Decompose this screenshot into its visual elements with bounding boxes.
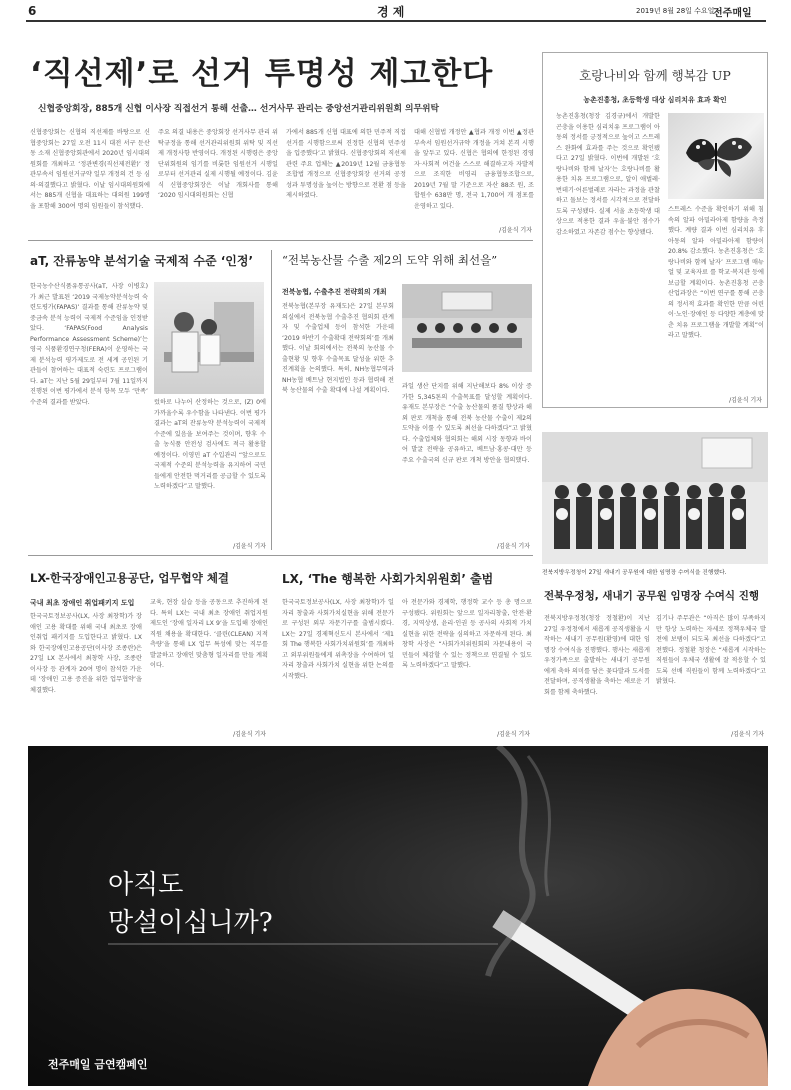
postal-body-right: 김기나 주무관은 “아직은 많이 부족하지만 항상 노력하는 자세로 정책우체국 발전에 보탬이 되도록 최선을 다하겠다”고 전했다. 정철환 청장은 “새롭게 시작하는 직원들이 우체국 생활에 잘 적응할 수 있도록 선배 직원들이 함께 노력하겠다”고 밝혔다. xyxy=(656,615,766,685)
postal-byline: /김윤식 기자 xyxy=(731,731,764,738)
ceremony-photo xyxy=(542,432,768,564)
at-headline: aT, 잔류농약 분석기술 국제적 수준 ‘인정’ xyxy=(30,254,254,268)
ceremony-caption: 전북지방우정청이 27일 새내기 공무원에 대한 임명장 수여식을 진행했다. xyxy=(542,570,727,576)
at-byline: /김윤식 기자 xyxy=(233,543,266,550)
lead-col-4: 대해 신협법 개정안 ▲협과 개정 이번 ▲정관부속서 임원선거규약 개정을 거쳐 본격 시행을 앞두고 있다. 신협은 협의에 한정된 경영자·사회적 여건을 스스로 해결하고자 자발적으로 조직한 비영리 금융협동조합으로, 2019년 7월 말 기준으로 자산 88조 원, 조합원수 638만 명, 전국 1,700여 개 점포를 운영하고 있다. xyxy=(414,129,534,210)
campaign-line2: 망설이십니까? xyxy=(108,908,273,938)
campaign-ad xyxy=(28,746,768,1086)
export-headline: “전북농산물 수출 제2의 도약 위해 최선을” xyxy=(282,253,498,267)
sidebar-headline: 호랑나비와 함께 행복감 UP xyxy=(579,68,731,83)
meeting-illustration xyxy=(402,284,532,372)
lx1-body-left: 한국국토정보공사(LX, 사장 최창학)가 장애인 고용 확대를 위해 국내 최초로 장애인취업 패키지를 도입한다고 밝혔다. LX와 한국장애인고용공단(이사장 조종란)은 27일 LX 본사에서 최창학 사장, 조종란 이사장 등 관계자 20여 명이 참석한 가운데 ‘장애인 고용 증진을 위한 업무협약’을 체결했다. xyxy=(30,613,142,694)
vertical-divider-mid xyxy=(271,250,272,550)
postal-headline: 전북우정청, 새내기 공무원 임명장 수여식 진행 xyxy=(544,590,759,602)
export-body-right: 과일 생산 단지를 위해 지난해보다 8% 이상 증가한 5,345톤의 수출목표를 달성할 계획이다. 유재도 본부장은 “수출 농산물의 품질 향상과 해외 판로 개척을 통해 전북 농산물 수출이 제2의 도약을 이룰 수 있도록 최선을 다하겠다”고 밝혔다. 수출업체와 협의회는 해외 시장 동향과 바이어 발굴 전략을 공유하고, 베트남·홍콩·대만 등 주요 수출국의 신규 판로 개척 방안을 협의했다. xyxy=(402,383,532,464)
lx2-body-right: 아 전문가와 경제학, 행정학 교수 등 총 명으로 구성됐다. 위원회는 앞으로 일자리창출, 안전·환경, 지역상생, 윤리·인권 등 공사의 사회적 가치 실현을 위한 전략을 심의하고 자문하게 된다. 최창학 사장은 “사회가치위원회의 자문내용이 국민들이 체감할 수 있는 정책으로 연결될 수 있도록 노력하겠다”고 말했다. xyxy=(402,599,532,669)
lab-photo xyxy=(154,282,264,394)
section-name: 경 제 xyxy=(377,5,405,19)
lx1-body-right: 교육, 현장 실습 등을 공동으로 추진하게 된다. 특히 LX는 국내 최초 장애인 취업지원 제도인 ‘장애 일자리 LX 9’을 도입해 장애인 직원 채용을 확대한다. ‘클린(CLEAN) 지적측량’을 통해 LX 업무 특성에 맞는 직무를 발굴하고 장애인 맞춤형 일자리를 만들 계획이다. xyxy=(150,599,268,669)
paper-name: 전주매일 xyxy=(713,8,752,19)
butterfly-photo xyxy=(668,113,764,199)
lx2-body-left: 한국국토정보공사(LX, 사장 최창학)가 일자리 창출과 사회가치실현을 위해 전문가로 구성된 외부 자문기구를 출범시켰다. LX는 27일 경제혁신도시 본사에서 ‘제1회 The 행복한 사회가치위원회’를 개최하고 외부위원들에게 위촉장을 수여하며 일자리 창출과 사회가치 실현을 위한 논의를 시작했다. xyxy=(282,599,394,680)
lx2-byline: /김윤식 기자 xyxy=(497,731,530,738)
sidebar-byline: /김윤식 기자 xyxy=(729,397,762,404)
row-rule xyxy=(28,555,533,556)
meeting-photo xyxy=(402,284,532,372)
group-photo-illustration xyxy=(542,432,768,564)
campaign-footer: 전주매일 금연캠페인 xyxy=(48,1058,148,1071)
lx2-headline: LX, ‘The 행복한 사회가치위원회’ 출범 xyxy=(282,572,494,586)
sidebar-body-right: 스트레스 수준을 확인하기 위해 침 속의 알파 아밀라아제 함량을 측정했다. 계량 결과 이번 심리치유 후 아동의 알파 아밀라아제 함량이 20.8% 감소했다. 농촌진흥청은 ‘호랑나비와 함께 날자’ 프로그램 매뉴얼 및 교육자료 를 학교·복지관 등에 보급할 계획이다. 농촌진흥청 곤충산업과장은 “이번 연구를 통해 곤충의 정서적 효과를 확인한 만큼 어린이·노인·장애인 등 다양한 계층에 맞춘 치유 프로그램을 개발할 계획”이라고 말했다. xyxy=(668,206,764,339)
lx1-headline: LX-한국장애인고용공단, 업무협약 체결 xyxy=(30,571,230,585)
issue-date: 2019년 8월 28일 수요일 xyxy=(636,7,715,15)
page-header xyxy=(0,0,791,22)
lx1-subhead: 국내 최초 장애인 취업패키지 도입 xyxy=(30,599,135,607)
header-rule xyxy=(26,20,766,22)
at-body-left: 한국농수산식품유통공사(aT, 사장 이병호)가 최근 발표된 ‘2019 국제농약분석능력 숙련도평가(FAPAS)’ 결과를 통해 잔류농약 및 중금속 분석 능력이 국제적 수준임을 인정받았다. ‘FAPAS(Food Analysis Performance Assessment Scheme)’는 영국 식품환경연구청(FERA)이 운영하는 국제 분석능력 평가제도로 전 세계 공인된 기관들이 참여하는 대표적 숙련도 프로그램이다. aT는 지난 5월 29일부터 7월 11일까지 진행된 이번 평가에서 분석 항목 모두 ‘만족’ 수준의 결과를 받았다. xyxy=(30,283,148,406)
lead-subhead: 신협중앙회장, 885개 신협 이사장 직접선거 통해 선출… 선거사무 관리는 중앙선거관리위원회 의무위탁 xyxy=(38,104,440,114)
sidebar-body-left: 농촌진흥청(청장 김경규)에서 개발한 곤충을 이용한 심리치유 프로그램이 아동의 정서를 긍정적으로 높이고 스트레스 완화에 효과를 주는 것으로 확인됐다고 27일 밝혔다. 이번에 개발된 ‘호랑나비와 함께 날자’는 호랑나비를 활용한 치유 프로그램으로, 알이 애벌레·번데기·어른벌레로 자라는 과정을 관찰하고 돌보는 정서를 시각적으로 전달하도록 구성됐다. 실제 서울 초등학생 대상으로 적용한 결과 우울·불안 점수가 감소하였고 자존감 점수는 향상됐다. xyxy=(556,113,660,236)
lead-bottom-rule xyxy=(28,240,533,241)
butterfly-icon xyxy=(668,113,764,199)
export-subhead: 전북농협, 수출추진 전략회의 개최 xyxy=(282,288,387,296)
lead-byline: /김윤식 기자 xyxy=(499,227,532,234)
export-body-left: 전북농협(본부장 유재도)은 27일 본부회의실에서 전북농협 수출추진 협의회 관계자 및 수출업체 등이 참석한 가운데 ‘2019 하반기 수출확대 전략회의’를 개최했다. 이날 회의에서는 전북의 농산물 수출현황 및 향후 수출목표 달성을 위한 추진계획을 논의했다. 특히, NH농협무역과 NH농협 베트남 현지법인 등과 협력해 전북 농산물의 수출 확대에 나설 계획이다. xyxy=(282,303,394,394)
postal-body-left: 전북지방우정청(청장 정철환)이 지난 27일 우정청에서 새롭게 공직생활을 시작하는 새내기 공무원(환영)에 대한 임명장 수여식을 진행했다. 행사는 새롭게 우정가족으로 출발하는 새내기 공무원에게 축하 의미를 담은 꽃다발과 도서를 전달하며, 공직생활을 축하는 새로운 기회를 함께 축하했다. xyxy=(544,615,650,696)
lead-col-2: 주요 의결 내용은 중앙회장 선거사무 관리 위탁규정을 통해 선거관리위원회 위탁 및 직선제 개정사항 반영이다. 개정된 시행령은 중앙 단위회원의 임기를 비롯한 임원선거 시행일로부터 선거관리 실제 시행될 예정이다. 김윤식 신협중앙회장은 이날 개회사를 통해 ‘2020 임시대의원회는 신협 xyxy=(158,129,278,199)
lead-headline: ‘직선제’로 선거 투명성 제고한다 xyxy=(30,56,494,92)
page-number: 6 xyxy=(28,4,37,18)
lab-illustration xyxy=(154,282,264,394)
at-body-right: 렀하로 나누어 산정하는 것으로, (Z) 0에 가까울수록 우수함을 나타낸다. 이번 평가결과는 aT의 잔류농약 분석능력이 국제적 수준에 있음을 보여주는 것이며, 향후 수출 농식품 안전성 검사에도 적극 활용할 예정이다. 이영민 aT 수입관리 “앞으로도 국제적 수준의 분석능력을 유지하여 국민들에게 안전한 먹거리를 공급할 수 있도록 노력하겠다”고 말했다. xyxy=(154,399,266,490)
sidebar-subhead: 농촌진흥청, 초등학생 대상 심리치유 효과 확인 xyxy=(583,96,727,104)
export-byline: /김윤식 기자 xyxy=(497,543,530,550)
lead-col-3: 가에서 885개 신협 대표에 의한 민주적 직접선거를 시행함으로써 진정한 신협의 민주성을 입증했다’고 밝혔다. 신협중앙회의 직선제 관련 주요 업체는 ▲2019년 12월 금융협동조합법 개정으로 신협중앙회장 선거의 공정성과 투명성을 높이는 방향으로 전환 점 등을 제시하였다. xyxy=(286,129,406,199)
lead-col-1: 신협중앙회는 신협의 직선제를 바탕으로 신협중앙회는 27일 오전 11시 대전 서구 둔산동 소재 신협중앙회관에서 2020년 임시대의원회를 개최하고 ‘정관변경(직선제전환)’ 정관부속서 임원선거규약 일부 개정의 건 등 심의·의결했다고 밝혔다. 이날 임시대의원회에서는 885개 신협을 대표하는 대의원 199명을 포함해 300여 명의 임원들이 참석했다. xyxy=(30,129,150,210)
lx1-byline: /김윤식 기자 xyxy=(233,731,266,738)
campaign-line1: 아직도 xyxy=(108,870,184,900)
